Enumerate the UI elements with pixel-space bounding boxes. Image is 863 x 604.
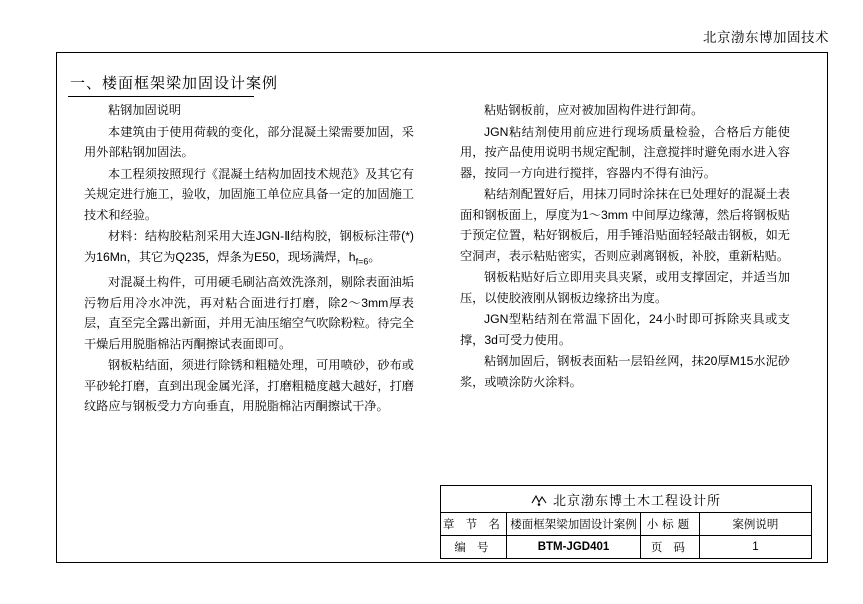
title-underline bbox=[68, 96, 254, 97]
paragraph-left-6: 钢板粘结面，须进行除锈和粗糙处理，可用喷砂，砂布或平砂轮打磨，直到出现金属光泽，打磨粗糙度越大越好，打磨纹路应与钢板受力方向垂直，用脱脂棉沾丙酮擦试干净。 bbox=[84, 358, 414, 414]
number-value: BTM-JGD401 bbox=[506, 536, 640, 559]
paragraph-right-6: 粘钢加固后，钢板表面粘一层铅丝网，抹20厚M15水泥砂浆，或喷涂防火涂料。 bbox=[460, 354, 790, 389]
paragraph-right-5: JGN型粘结剂在常温下固化，24小时即可拆除夹具或支撑，3d可受力使用。 bbox=[460, 312, 790, 347]
page-label: 页 码 bbox=[641, 536, 700, 559]
page-title: 一、楼面框架梁加固设计案例 bbox=[70, 75, 279, 92]
number-label: 编 号 bbox=[441, 536, 507, 559]
page-value: 1 bbox=[699, 536, 811, 559]
paragraph-right-4: 钢板粘贴好后立即用夹具夹紧，或用支撑固定，并适当加压，以使胶液刚从钢板边缘挤出为度。 bbox=[460, 270, 790, 305]
paragraph-left-4-a: 材料：结构胶粘剂采用大连JGN-Ⅱ结构胶，钢板标注带(*)为16Mn，其它为Q235，焊条为E50，现场满焊，h bbox=[84, 229, 414, 264]
paragraph-left-3: 本工程须按照现行《混凝土结构加固技术规范》及其它有关规定进行施工，验收，加固施工单位应具备一定的加固施工技术和经验。 bbox=[84, 166, 414, 222]
paragraph-left-4-b: 。 bbox=[368, 249, 381, 264]
paragraph-right-1: 粘贴钢板前，应对被加固构件进行卸荷。 bbox=[484, 103, 704, 117]
table-row bbox=[441, 513, 812, 536]
right-column bbox=[460, 100, 790, 393]
company-logo-icon bbox=[531, 493, 547, 507]
paragraph-left-2: 本建筑由于使用荷载的变化，部分混凝土梁需要加固，采用外部粘钢加固法。 bbox=[84, 124, 414, 159]
header-brand: 北京渤东博加固技术 bbox=[703, 30, 829, 45]
paragraph-left-4 bbox=[84, 226, 414, 271]
paragraph-right-2: JGN粘结剂使用前应进行现场质量检验，合格后方能使用，按产品使用说明书规定配制，注意搅拌时避免雨水进入容器，按同一方向进行搅拌，容器内不得有油污。 bbox=[460, 124, 790, 180]
left-column bbox=[84, 100, 414, 418]
chapter-name-label: 章 节 名 bbox=[441, 513, 507, 536]
company-name: 北京渤东博土木工程设计所 bbox=[552, 492, 721, 508]
company-cell bbox=[441, 486, 812, 513]
subtitle-label: 小标题 bbox=[641, 513, 700, 536]
paragraph-left-4-subscript: f=6 bbox=[355, 255, 369, 266]
title-block-table bbox=[440, 485, 812, 559]
paragraph-left-1: 粘钢加固说明 bbox=[108, 103, 182, 117]
paragraph-left-5: 对混凝土构件，可用硬毛刷沾高效洗涤剂，剔除表面油垢污物后用冷水冲洗，再对粘合面进行打磨，除2～3mm厚表层，直至完全露出新面，并用无油压缩空气吹除粉粒。待完全干燥后用脱脂棉沾丙酮擦试表面即可。 bbox=[84, 275, 414, 351]
table-row bbox=[441, 486, 812, 513]
paragraph-right-3: 粘结剂配置好后，用抹刀同时涂抹在已处理好的混凝土表面和钢板面上，厚度为1～3mm 中间厚边缘薄，然后将钢板贴于预定位置，粘好钢板后，用手锤沿贴面轻轻敲击钢板，如无空洞声，表示粘贴密实，否则应剥离钢板，补胶，重新粘贴。 bbox=[460, 187, 790, 263]
chapter-name-value: 楼面框架梁加固设计案例 bbox=[506, 513, 640, 536]
table-row bbox=[441, 536, 812, 559]
subtitle-value: 案例说明 bbox=[699, 513, 811, 536]
